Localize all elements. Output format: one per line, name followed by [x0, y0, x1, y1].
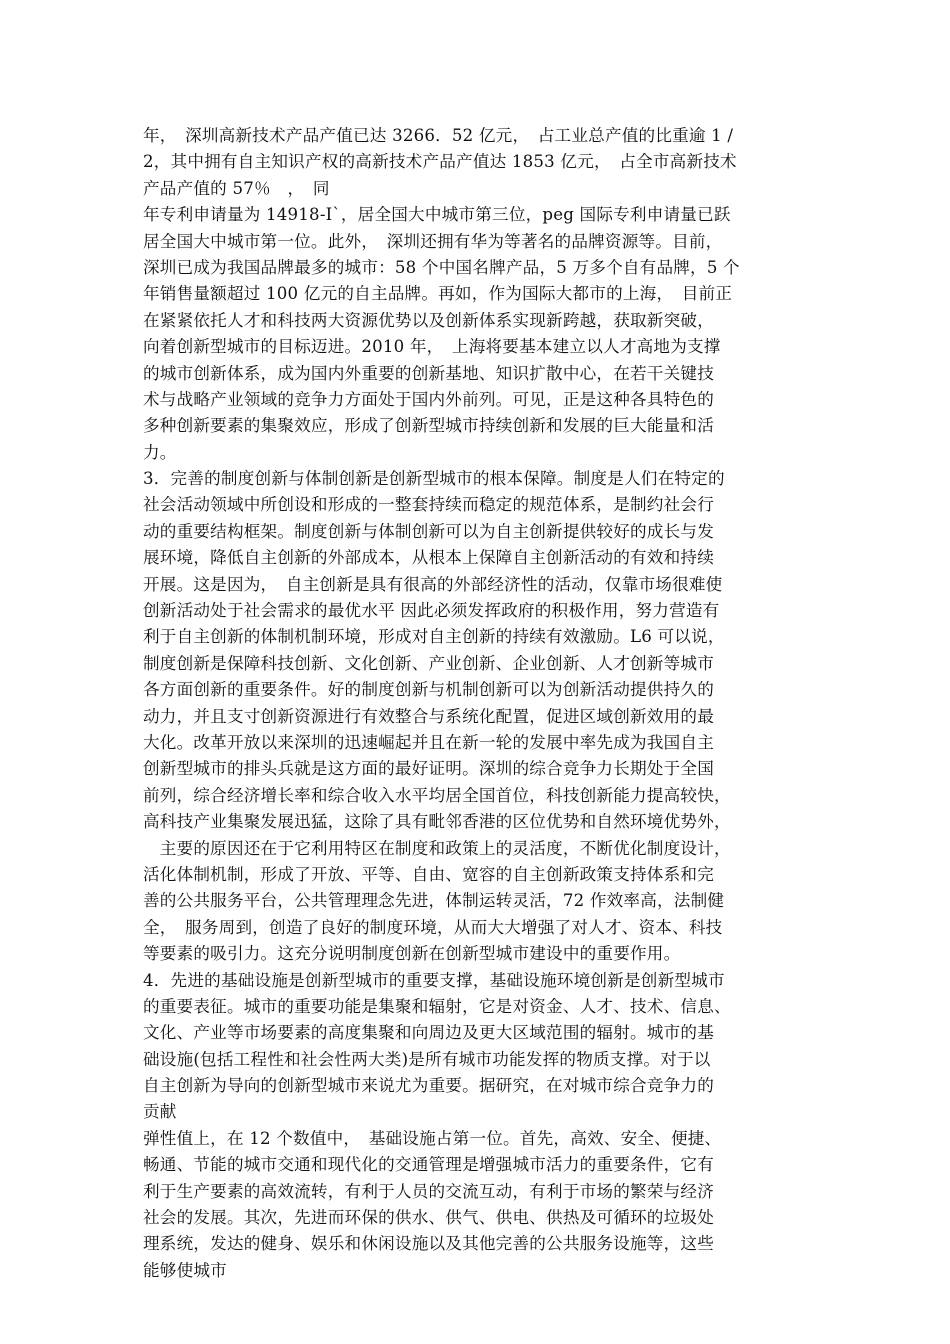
text-line: 主要的原因还在于它利用特区在制度和政策上的灵活度，不断优化制度设计， — [143, 838, 731, 858]
body-text — [143, 123, 815, 1284]
text-line: 活化体制机制，形成了开放、平等、自由、宽容的自主创新政策支持体系和完 — [143, 864, 714, 884]
text-line: 展环境，降低自主创新的外部成本，从根本上保障自主创新活动的有效和持续 — [143, 548, 714, 568]
text-line: 础设施(包括工程性和社会性两大类)是所有城市功能发挥的物质支撑。对于以 — [143, 1049, 711, 1069]
text-line: 等要素的吸引力。这充分说明制度创新在创新型城市建设中的重要作用。 — [143, 944, 681, 964]
text-line: 理系统，发达的健身、娱乐和休闲设施以及其他完善的公共服务设施等，这些 — [143, 1234, 714, 1254]
text-line: 深圳已成为我国品牌最多的城市：58 个中国名牌产品，5 万多个自有品牌，5 个 — [143, 257, 740, 277]
text-line: 大化。改革开放以来深圳的迅速崛起并且在新一轮的发展中率先成为我国自主 — [143, 732, 714, 752]
text-line: 年销售量额超过 100 亿元的自主品牌。再如，作为国际大都市的上海， 目前正 — [143, 284, 733, 304]
text-line: 弹性值上，在 12 个数值中， 基础设施占第一位。首先，高效、安全、便捷、 — [143, 1128, 722, 1148]
text-line: 多种创新要素的集聚效应，形成了创新型城市持续创新和发展的巨大能量和活 — [143, 416, 714, 436]
text-line: 的重要表征。城市的重要功能是集聚和辐射，它是对资金、人才、技术、信息、 — [143, 996, 731, 1016]
text-line: 在紧紧依托人才和科技两大资源优势以及创新体系实现新跨越，获取新突破， — [143, 310, 714, 330]
text-line: 年， 深圳高新技术产品产值已达 3266．52 亿元， 占工业总产值的比重逾 1 / — [143, 126, 734, 145]
text-line: 前列，综合经济增长率和综合收入水平均居全国首位，科技创新能力提高较快， — [143, 785, 731, 805]
text-line: 动的重要结构框架。制度创新与体制创新可以为自主创新提供较好的成长与发 — [143, 521, 714, 541]
text-line: 3．完善的制度创新与体制创新是创新型城市的根本保障。制度是人们在特定的 — [143, 469, 725, 489]
text-line: 利于自主创新的体制机制环境，形成对自主创新的持续有效激励。L6 可以说， — [143, 627, 725, 647]
text-line: 年专利申请量为 14918-I`，居全国大中城市第三位，peg 国际专利申请量已跃 — [143, 205, 731, 225]
text-line: 向着创新型城市的目标迈进。2010 年， 上海将要基本建立以人才高地为支撑 — [143, 337, 721, 357]
text-line: 的城市创新体系，成为国内外重要的创新基地、知识扩散中心，在若干关键技 — [143, 363, 714, 383]
text-line: 创新型城市的排头兵就是这方面的最好证明。深圳的综合竞争力长期处于全国 — [143, 759, 714, 779]
text-line: 4．先进的基础设施是创新型城市的重要支撑，基础设施环境创新是创新型城市 — [143, 970, 725, 990]
text-line: 高科技产业集聚发展迅猛，这除了具有毗邻香港的区位优势和自然环境优势外， — [143, 812, 731, 832]
text-line: 产品产值的 57％ ， 同 — [143, 178, 330, 198]
text-line: 2，其中拥有自主知识产权的高新技术产品产值达 1853 亿元， 占全市高新技术 — [143, 152, 737, 172]
text-line: 社会活动领域中所创设和形成的一整套持续而稳定的规范体系，是制约社会行 — [143, 495, 714, 515]
text-line: 创新活动处于社会需求的最优水平 因此必须发挥政府的积极作用，努力营造有 — [143, 601, 720, 621]
text-line: 动力，并且支寸创新资源进行有效整合与系统化配置，促进区域创新效用的最 — [143, 706, 714, 726]
text-line: 畅通、节能的城市交通和现代化的交通管理是增强城市活力的重要条件，它有 — [143, 1155, 714, 1175]
text-line: 利于生产要素的高效流转，有利于人员的交流互动，有利于市场的繁荣与经济 — [143, 1181, 714, 1201]
text-line: 术与战略产业领域的竞争力方面处于国内外前列。可见，正是这种各具特色的 — [143, 389, 714, 409]
text-line: 善的公共服务平台，公共管理理念先进，体制运转灵活，72 作效率高，法制健 — [143, 891, 725, 911]
text-line: 自主创新为导向的创新型城市来说尤为重要。据研究，在对城市综合竞争力的 — [143, 1076, 714, 1096]
text-line: 开展。这是因为， 自主创新是具有很高的外部经济性的活动，仅靠市场很难使 — [143, 574, 723, 594]
text-line: 居全国大中城市第一位。此外， 深圳还拥有华为等著名的品牌资源等。目前， — [143, 231, 723, 251]
text-line: 各方面创新的重要条件。好的制度创新与机制创新可以为创新活动提供持久的 — [143, 680, 714, 700]
text-line: 力。 — [143, 442, 177, 462]
text-line: 社会的发展。其次，先进而环保的供水、供气、供电、供热及可循环的垃圾处 — [143, 1208, 714, 1228]
text-line: 贡献 — [143, 1102, 177, 1122]
text-line: 制度创新是保障科技创新、文化创新、产业创新、企业创新、人才创新等城市 — [143, 653, 714, 673]
text-line: 能够使城市 — [143, 1260, 227, 1280]
text-line: 文化、产业等市场要素的高度集聚和向周边及更大区域范围的辐射。城市的基 — [143, 1023, 714, 1043]
text-line: 全， 服务周到，创造了良好的制度环境，从而大大增强了对人才、资本、科技 — [143, 917, 723, 937]
